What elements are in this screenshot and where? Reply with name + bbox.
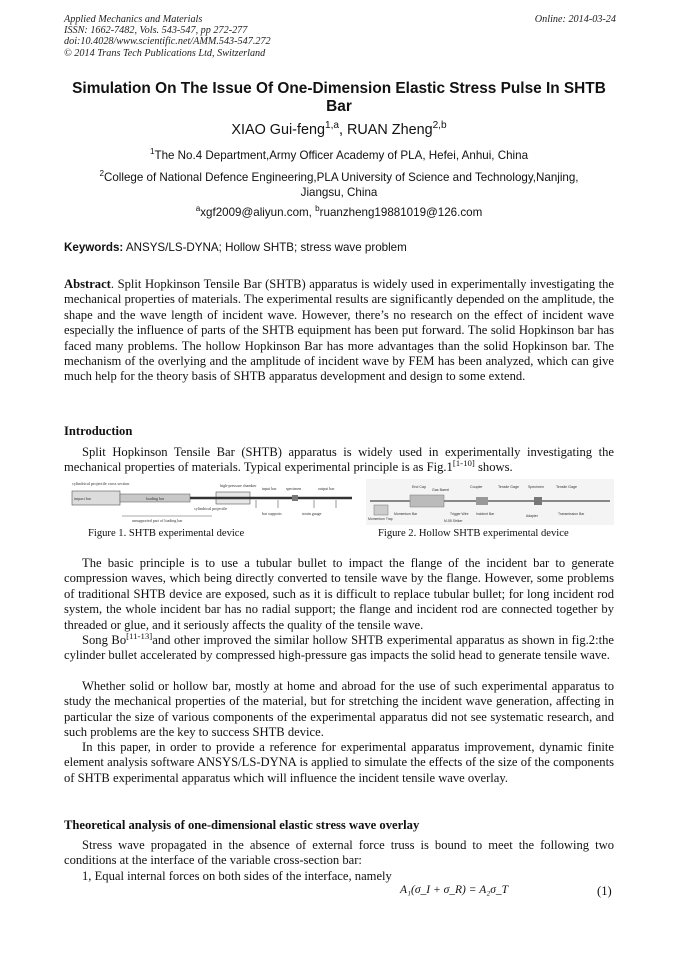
intro-p3-ref: [11-13] [126,630,153,641]
fig2-coupler [476,497,488,505]
fig2-label-4: Specimen [528,485,544,489]
equation-1: A₁(σ_I + σ_R) = A₂σ_T [400,884,509,896]
keywords-text: ANSYS/LS-DYNA; Hollow SHTB; stress wave problem [123,241,407,254]
author-2: RUAN Zheng [347,122,433,138]
fig2-label-2: Coupler [470,485,483,489]
fig1-label-6: loading bar [146,496,165,501]
aff-1-text: The No.4 Department,Army Officer Academy of PLA, Hefei, Anhui, China [154,149,529,162]
fig1-label-8: bar supports [262,511,282,516]
intro-p1-text: Split Hopkinson Tensile Bar (SHTB) apparatus is widely used in experimentally investigating the mechanical properties of materials. Typical experimental principle is as Fig.1 [64,445,614,475]
journal-header [64,14,616,59]
doi-line: doi:10.4028/www.scientific.net/AMM.543-547.272 [64,36,271,48]
aff-1-sup: 1 [149,147,155,157]
intro-paragraph-4: Whether solid or hollow bar, mostly at home and abroad for the use of such experimental apparatus to study the mechanical properties of the material, but for stretching the incident wave generation, affecting in particular the size of various components of the experimental apparatus did not see systematic research, and such problems are the key to success SHTB device. [64,679,614,740]
intro-p3-text: Song Bo [82,633,127,647]
fig2-label-8: Trigger Wire [450,512,469,516]
keywords-label: Keywords: [64,241,124,254]
fig1-label-0: cylindrical projectile cross section [72,481,130,486]
fig2-specimen [534,497,542,505]
intro-paragraph-1 [64,445,614,476]
online-date: Online: 2014-03-24 [534,14,616,25]
fig2-label-1: Gas Barrel [432,488,450,492]
fig1-label-3: specimen [286,486,302,491]
fig1-label-1: high-pressure chamber [220,483,257,488]
fig1-label-4: output bar [318,486,335,491]
author-1: XIAO Gui-feng [231,122,325,138]
fig2-momentum-trap [374,505,388,515]
intro-p1-end: shows. [474,460,513,475]
fig1-label-9: strain gauge [302,511,322,516]
fig2-label-7: Momentum Bar [394,512,418,516]
shtb-device-diagram [66,479,358,525]
paper-title: Simulation On The Issue Of One-Dimension Elastic Stress Pulse In SHTB Bar [72,80,606,115]
fig1-specimen [292,495,298,501]
intro-paragraph-3 [64,630,614,664]
fig2-label-10: Adapter [526,514,538,518]
intro-p3-end: and other improved the similar hollow SHTB experimental apparatus as shown in fig.2:the cylinder bullet accelerated by compressed high-pressure gas impacts the solid head to generate tensile wave. [64,633,614,663]
equation-1-number: (1) [597,884,612,898]
intro-paragraph-5: In this paper, in order to provide a reference for experimental apparatus improvement, dynamic finite element analysis software ANSYS/LS-DYNA is applied to simulate the effects of the size of the components of SHTB experimental apparatus which will influence the incident tensile wave overlay. [64,740,614,785]
intro-heading: Introduction [64,424,133,438]
fig1-label-5: impact bar [74,496,91,501]
fig2-label-6: Momentum Trap [368,517,393,521]
fig2-label-12: M-55 Striker [444,519,463,523]
journal-name: Applied Mechanics and Materials [64,14,203,25]
hollow-shtb-device-diagram [366,479,614,525]
fig1-label-2: input bar [262,486,277,491]
issn-line: ISSN: 1662-7482, Vols. 543-547, pp 272-277 [64,25,248,37]
abstract [64,277,614,385]
fig2-label-0: End Cap [412,485,426,489]
email-a-sup: a [195,204,201,214]
fig1-label-10: unsupported part of loading bar [132,518,183,523]
figure-2-image [366,479,614,525]
author-line [60,122,618,138]
abstract-label: Abstract [64,277,111,291]
author-1-sup: 1,a [324,120,339,132]
emails [60,205,618,220]
email-a: xgf2009@aliyun.com, [200,206,316,219]
fig2-label-11: Transmission Bar [558,512,585,516]
figure-1-caption: Figure 1. SHTB experimental device [88,528,245,539]
abstract-text: . Split Hopkinson Tensile Bar (SHTB) apparatus is widely used in experimentally investigating the mechanical properties of materials. The experimental results are significantly depended on the amplitude, the shape and the wave length of incident wave. However, there’s no research on the effect of incident wave especially the influence of parts of the SHTB equipment has been put forward. The solid Hopkinson bar has faced many problems. The hollow Hopkinson Bar has more advantages than the solid Hopkinson bar. The mechanism of the overlying and the amplitude of incident wave by FEM has been analyzed, which can give much help for the theory basis of SHTB apparatus development and design to some extend. [64,277,614,384]
fig2-label-9: Incident Bar [476,512,495,516]
aff-2-text: College of National Defence Engineering,PLA University of Science and Technology,Nanjing, Jiangsu, China [103,171,579,199]
fig2-label-5: Tensile Gage [556,485,577,489]
figure-2-caption: Figure 2. Hollow SHTB experimental device [378,528,569,539]
fig2-label-3: Tensile Gage [498,485,519,489]
theory-paragraph-1: Stress wave propagated in the absence of external force truss is bound to meet the following two conditions at the interface of the variable cross-section bar: [64,838,614,868]
theory-paragraph-2: 1, Equal internal forces on both sides of the interface, namely [82,869,392,883]
email-b-sup: b [315,204,320,214]
aff-2-sup: 2 [99,169,104,179]
keywords [64,241,616,254]
theory-heading: Theoretical analysis of one-dimensional elastic stress wave overlay [64,818,420,832]
fig1-label-7: cylindrical projectile [194,506,228,511]
copyright-line: © 2014 Trans Tech Publications Ltd, Switzerland [64,47,266,59]
affiliation-1 [60,148,618,163]
email-b: ruanzheng19881019@126.com [319,206,483,219]
fig2-gas-barrel [410,495,444,507]
author-2-sup: 2,b [432,120,447,132]
author-sep: , [339,122,347,138]
intro-p1-ref: [1-10] [452,458,475,469]
intro-paragraph-2: The basic principle is to use a tubular bullet to impact the flange of the incident bar to generate compression waves, which being directly converted to tensile wave by the flange. However, some problems of traditional SHTB device are exposed, such as it is difficult to replace tubular bullet; for long incident rod system, the whole incident bar has no radial support; the flange and incident rod are connected together by threaded or glue, and it seriously affects the quality of the tensile wave. [64,556,614,632]
figure-1-image [66,479,358,525]
affiliation-2 [78,170,600,200]
